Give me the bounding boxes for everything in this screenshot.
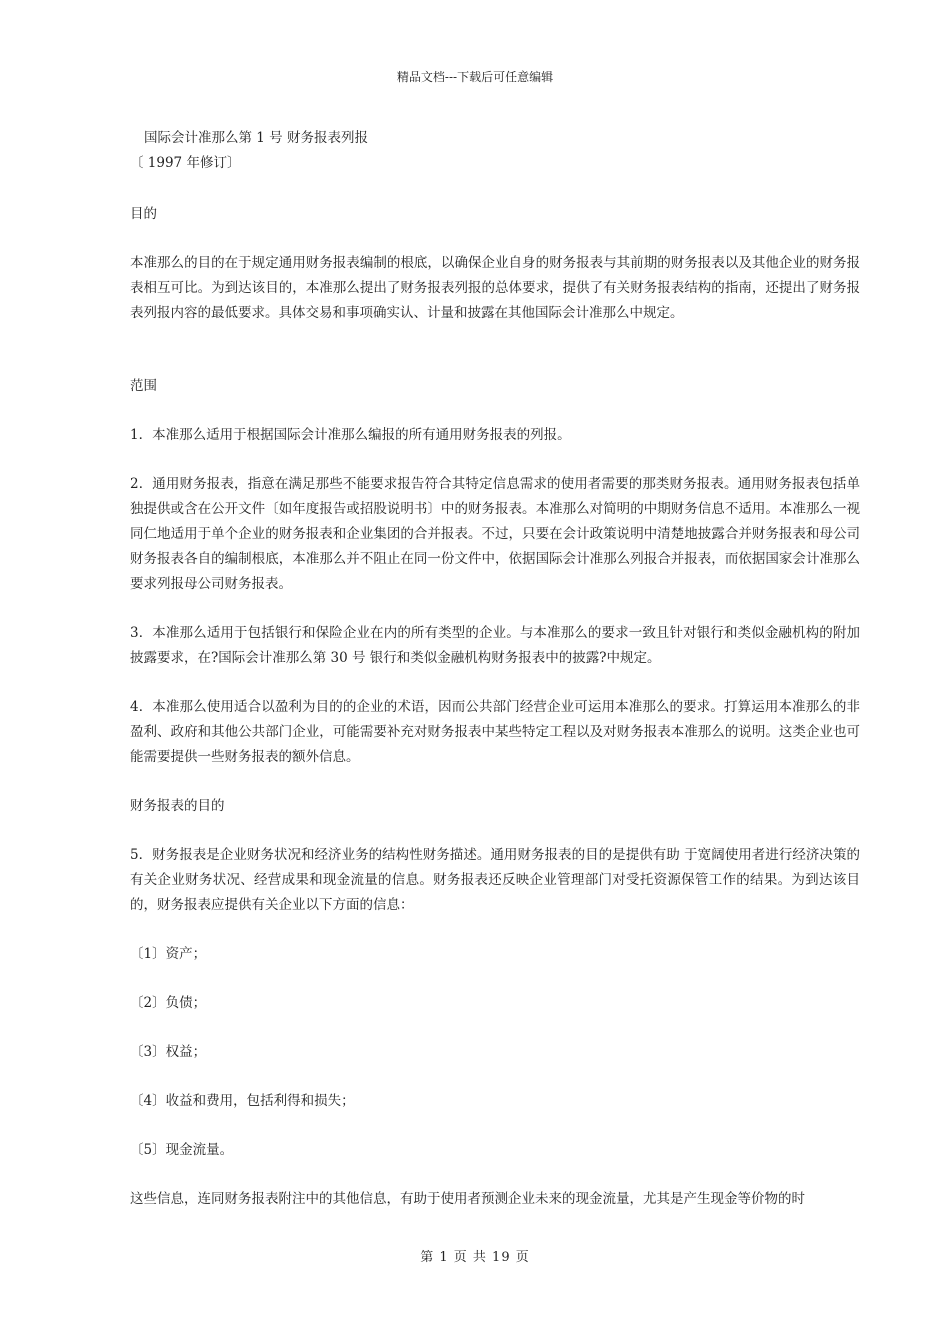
paragraph-4: 4．本准那么使用适合以盈利为目的的企业的术语，因而公共部门经营企业可运用本准那么的要求。打算运用本准那么的非盈利、政府和其他公共部门企业，可能需要补充对财务报表中某些特定工程以及对财务报表本准那么的说明。这类企业也可能需要提供一些财务报表的额外信息。 (130, 699, 860, 765)
revision-note: 〔 1997 年修订〕 (130, 155, 241, 171)
list-item: 〔3〕权益； (130, 1044, 207, 1060)
page-header: 精品文档---下载后可任意编辑 (396, 70, 554, 84)
paragraph-2: 2．通用财务报表，指意在满足那些不能要求报告符合其特定信息需求的使用者需要的那类财务报表。通用财务报表包括单独提供或含在公开文件〔如年度报告或招股说明书〕中的财务报表。本准那么对简明的中期财务信息不适用。本准那么一视同仁地适用于单个企业的财务报表和企业集团的合并报表。不过，只要在会计政策说明中清楚地披露合并财务报表和母公司财务报表各自的编制根底，本准那么并不阻止在同一份文件中，依据国际会计准那么列报合并报表，而依据国家会计准那么要求列报母公司财务报表。 (130, 476, 860, 592)
document-title: 国际会计准那么第 1 号 财务报表列报 (144, 130, 368, 146)
page-footer: 第 1 页 共 19 页 (420, 1250, 530, 1265)
paragraph-5: 5．财务报表是企业财务状况和经济业务的结构性财务描述。通用财务报表的目的是提供有助 于宽阔使用者进行经济决策的有关企业财务状况、经营成果和现金流量的信息。财务报表还反映企业管理部门对受托资源保管工作的结果。为到达该目的，财务报表应提供有关企业以下方面的信息： (130, 847, 860, 913)
list-item: 〔2〕负债； (130, 995, 207, 1011)
section-heading-purpose: 目的 (130, 206, 157, 222)
list-item: 〔4〕收益和费用，包括利得和损失； (130, 1093, 355, 1109)
paragraph-1: 1．本准那么适用于根据国际会计准那么编报的所有通用财务报表的列报。 (130, 427, 571, 443)
purpose-paragraph: 本准那么的目的在于规定通用财务报表编制的根底，以确保企业自身的财务报表与其前期的财务报表以及其他企业的财务报表相互可比。为到达该目的，本准那么提出了财务报表列报的总体要求，提供了有关财务报表结构的指南，还提出了财务报表列报内容的最低要求。具体交易和事项确实认、计量和披露在其他国际会计准那么中规定。 (130, 255, 860, 321)
paragraph-3: 3．本准那么适用于包括银行和保险企业在内的所有类型的企业。与本准那么的要求一致且针对银行和类似金融机构的附加披露要求，在?国际会计准那么第 30 号 银行和类似金融机构财务报表中的披露?中规定。 (130, 625, 860, 666)
section-heading-scope: 范围 (130, 378, 157, 394)
list-item: 〔5〕现金流量。 (130, 1142, 234, 1158)
section-heading-objective: 财务报表的目的 (130, 798, 225, 814)
list-item: 〔1〕资产； (130, 946, 207, 962)
closing-paragraph: 这些信息，连同财务报表附注中的其他信息，有助于使用者预测企业未来的现金流量，尤其是产生现金等价物的时 (130, 1191, 805, 1207)
document-body (130, 126, 860, 1212)
